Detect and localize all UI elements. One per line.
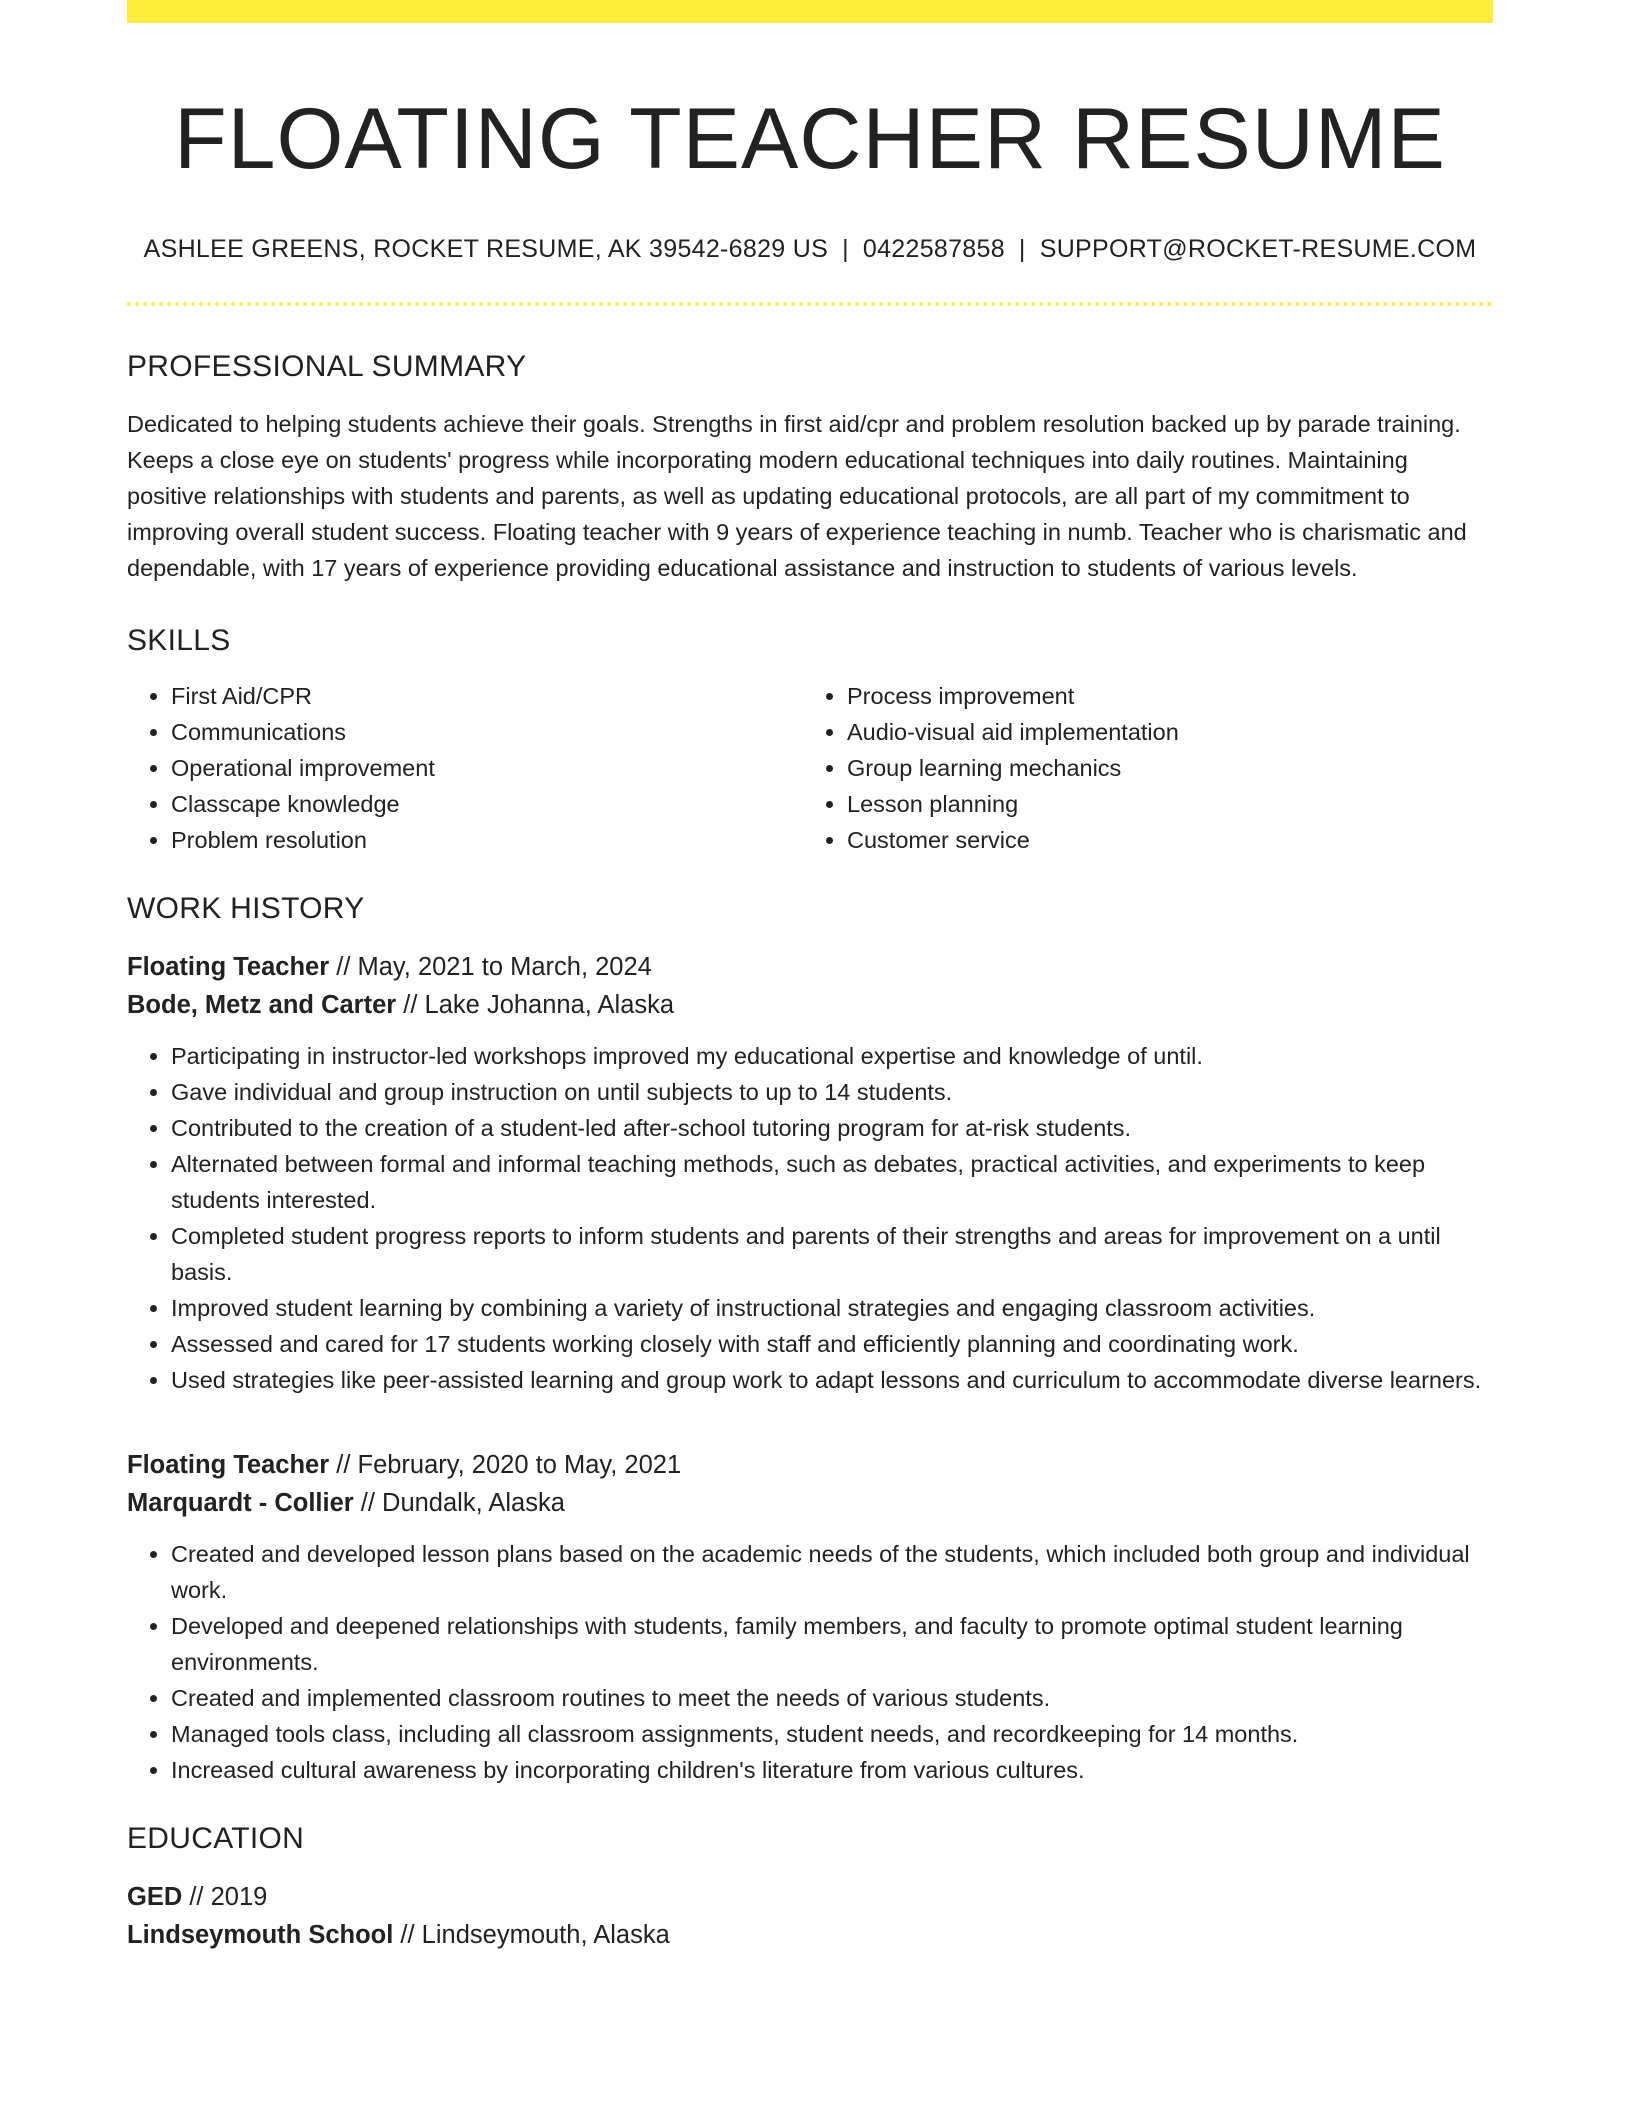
job-bullet: • Created and developed lesson plans based on the academic needs of the students, which included both group and individual work. bbox=[171, 1536, 1493, 1608]
education-location: // Lindseymouth, Alaska bbox=[393, 1921, 670, 1950]
education-year: // 2019 bbox=[182, 1883, 268, 1912]
dotted-divider bbox=[127, 302, 1493, 306]
job-company-line bbox=[127, 986, 1493, 1024]
job-company: Marquardt - Collier bbox=[127, 1489, 354, 1518]
contact-phone: 0422587858 bbox=[862, 235, 1005, 264]
skill-item: • First Aid/CPR bbox=[171, 678, 801, 714]
contact-email[interactable]: SUPPORT@ROCKET-RESUME.COM bbox=[1039, 235, 1477, 264]
contact-separator: | bbox=[1018, 235, 1026, 264]
job-bullet: • Contributed to the creation of a student-led after-school tutoring program for at-risk students. bbox=[171, 1110, 1493, 1146]
job-bullets bbox=[127, 1038, 1493, 1398]
skill-item: • Lesson planning bbox=[847, 786, 1477, 822]
skill-item: • Communications bbox=[171, 714, 801, 750]
skills-column-left bbox=[127, 678, 801, 858]
job-bullet: • Participating in instructor-led workshops improved my educational expertise and knowledge of until. bbox=[171, 1038, 1493, 1074]
job-bullets bbox=[127, 1536, 1493, 1788]
job-title-line bbox=[127, 1446, 1493, 1484]
job-header bbox=[127, 1446, 1493, 1522]
page-title: FLOATING TEACHER RESUME bbox=[174, 91, 1446, 187]
education-school-line bbox=[127, 1916, 1493, 1954]
job-title-line bbox=[127, 948, 1493, 986]
job-title: Floating Teacher bbox=[127, 1451, 330, 1480]
job-title: Floating Teacher bbox=[127, 953, 330, 982]
resume-page bbox=[127, 0, 1493, 1954]
summary-heading: PROFESSIONAL SUMMARY bbox=[127, 350, 527, 384]
job-company-line bbox=[127, 1484, 1493, 1522]
job-bullet: • Assessed and cared for 17 students working closely with staff and efficiently planning and coordinating work. bbox=[171, 1326, 1493, 1362]
job-bullet: • Completed student progress reports to inform students and parents of their strengths and areas for improvement on a until basis. bbox=[171, 1218, 1493, 1290]
job-bullet: • Used strategies like peer-assisted learning and group work to adapt lessons and curriculum to accommodate diverse learners. bbox=[171, 1362, 1493, 1398]
education-entry bbox=[127, 1878, 1493, 1954]
skill-item: • Audio-visual aid implementation bbox=[847, 714, 1477, 750]
job-dates: // May, 2021 to March, 2024 bbox=[329, 953, 652, 982]
job-bullet: • Increased cultural awareness by incorporating children's literature from various cultures. bbox=[171, 1752, 1493, 1788]
skills-column-right bbox=[801, 678, 1477, 858]
education-degree-line bbox=[127, 1878, 1493, 1916]
contact-address: ASHLEE GREENS, ROCKET RESUME, AK 39542-6829 US bbox=[143, 235, 829, 264]
skill-item: • Problem resolution bbox=[171, 822, 801, 858]
job-header bbox=[127, 948, 1493, 1024]
job-bullet: • Created and implemented classroom routines to meet the needs of various students. bbox=[171, 1680, 1493, 1716]
skill-item: • Operational improvement bbox=[171, 750, 801, 786]
skills-list bbox=[127, 678, 1493, 858]
job-bullet: • Developed and deepened relationships with students, family members, and faculty to promote optimal student learning environments. bbox=[171, 1608, 1493, 1680]
job-bullet: • Alternated between formal and informal teaching methods, such as debates, practical activities, and experiments to keep students interested. bbox=[171, 1146, 1493, 1218]
education-school: Lindseymouth School bbox=[127, 1921, 394, 1950]
education-degree: GED bbox=[127, 1883, 183, 1912]
work-history-heading: WORK HISTORY bbox=[127, 892, 365, 926]
job-bullet: • Managed tools class, including all classroom assignments, student needs, and recordkeeping for 14 months. bbox=[171, 1716, 1493, 1752]
skill-item: • Process improvement bbox=[847, 678, 1477, 714]
skills-heading: SKILLS bbox=[127, 624, 231, 658]
job-bullet: • Improved student learning by combining a variety of instructional strategies and engaging classroom activities. bbox=[171, 1290, 1493, 1326]
education-heading: EDUCATION bbox=[127, 1822, 305, 1856]
contact-line bbox=[127, 235, 1493, 264]
contact-separator: | bbox=[842, 235, 849, 264]
skill-item: • Classcape knowledge bbox=[171, 786, 801, 822]
summary-text: Dedicated to helping students achieve their goals. Strengths in first aid/cpr and problem resolution backed up by parade training. Keeps a close eye on students' progress while incorporating modern educational techniques into daily routines. Maintaining positive relationships with students and parents, as well as updating educational protocols, are all part of my commitment to improving overall student success. Floating teacher with 9 years of experience teaching in numb. Teacher who is charismatic and dependable, with 17 years of experience providing educational assistance and instruction to students of various levels. bbox=[127, 411, 1467, 582]
top-accent-bar bbox=[127, 0, 1493, 23]
job-dates: // February, 2020 to May, 2021 bbox=[329, 1451, 682, 1480]
job-location: // Lake Johanna, Alaska bbox=[396, 991, 675, 1020]
job-bullet: • Gave individual and group instruction on until subjects to up to 14 students. bbox=[171, 1074, 1493, 1110]
skill-item: • Group learning mechanics bbox=[847, 750, 1477, 786]
job-location: // Dundalk, Alaska bbox=[353, 1489, 565, 1518]
skill-item: • Customer service bbox=[847, 822, 1477, 858]
job-company: Bode, Metz and Carter bbox=[127, 991, 397, 1020]
